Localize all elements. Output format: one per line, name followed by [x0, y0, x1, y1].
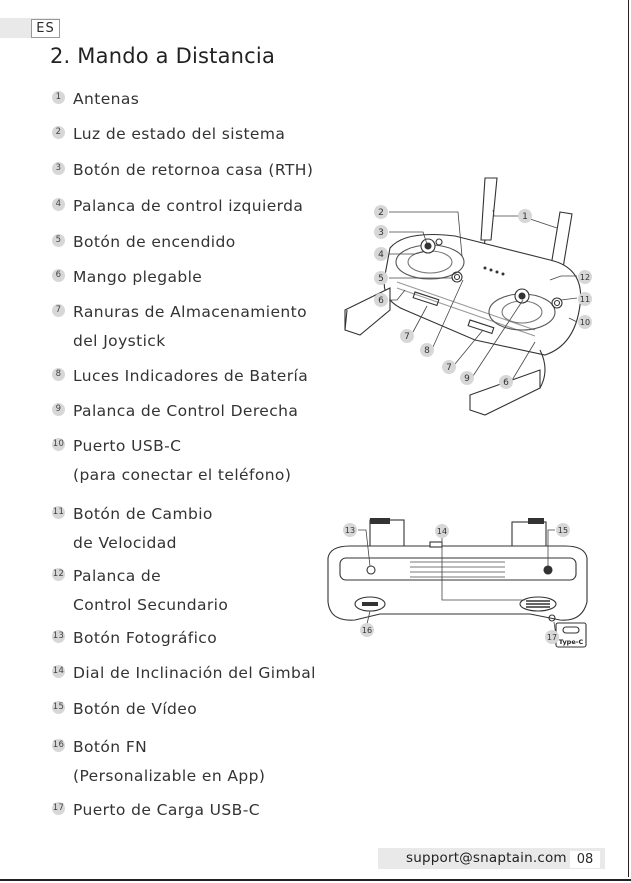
callout-number: 8 — [424, 346, 430, 356]
list-item — [52, 156, 313, 185]
list-item — [52, 796, 260, 825]
callout-number: 6 — [378, 296, 384, 306]
list-item — [52, 695, 197, 724]
callout-number: 6 — [503, 378, 509, 388]
list-item — [52, 263, 202, 292]
callout-number: 12 — [579, 273, 591, 282]
item-label: Palanca de Control Derecha — [73, 402, 299, 420]
usb-c-port-label: Type-C — [558, 638, 584, 646]
callout-number: 16 — [361, 626, 373, 635]
item-label: Mango plegable — [73, 268, 203, 286]
item-number-badge: 7 — [52, 304, 65, 317]
item-label: Puerto de Carga USB-C — [73, 801, 260, 819]
list-item — [52, 659, 316, 688]
item-number-badge: 1 — [52, 91, 65, 104]
item-number-badge: 3 — [52, 162, 65, 175]
page-frame-bottom — [0, 879, 631, 881]
list-item — [52, 733, 265, 791]
callout-number: 7 — [446, 363, 452, 373]
list-item — [52, 298, 307, 356]
item-label: Botón de Vídeo — [73, 700, 198, 718]
item-label-continuation: (para conectar el teléfono) — [73, 466, 292, 484]
list-item — [52, 362, 308, 391]
callout-number: 2 — [378, 208, 384, 218]
callout-number: 4 — [378, 250, 384, 260]
callout-number: 14 — [436, 527, 448, 536]
antenna-left — [481, 178, 497, 240]
item-label: Botón de Cambio — [73, 505, 213, 523]
list-item — [52, 500, 213, 558]
callout-number: 5 — [378, 274, 384, 284]
item-label: Antenas — [73, 90, 140, 108]
callout-number: 11 — [579, 295, 591, 304]
item-label: Dial de Inclinación del Gimbal — [73, 664, 316, 682]
item-number-badge: 4 — [52, 198, 65, 211]
item-number-badge: 10 — [52, 439, 65, 449]
item-number-badge: 15 — [52, 702, 65, 712]
item-label-continuation: Control Secundario — [73, 596, 229, 614]
callout-number: 1 — [522, 212, 528, 222]
item-label-continuation: del Joystick — [73, 332, 166, 350]
item-number-badge: 9 — [52, 403, 65, 416]
item-label-continuation: (Personalizable en App) — [73, 767, 266, 785]
language-tab: ES — [31, 19, 60, 38]
item-label: Palanca de — [73, 567, 162, 585]
item-label: Botón Fotográfico — [73, 629, 218, 647]
section-title: 2. Mando a Distancia — [50, 44, 276, 68]
support-email-link[interactable]: support@snaptain.com — [406, 850, 567, 866]
item-label: Botón FN — [73, 738, 148, 756]
remote-top-view-figure — [335, 170, 605, 440]
item-label: Luces Indicadores de Batería — [73, 367, 309, 385]
page-number: 08 — [570, 851, 600, 868]
list-item — [52, 228, 236, 257]
callout-number: 17 — [546, 633, 558, 642]
list-item — [52, 397, 298, 426]
item-label: Puerto USB-C — [73, 437, 182, 455]
remote-front-view-figure — [320, 510, 595, 655]
item-label: Botón de encendido — [73, 233, 236, 251]
callout-number: 10 — [579, 318, 591, 327]
page-frame-right — [628, 0, 629, 877]
list-item — [52, 120, 285, 149]
item-number-badge: 17 — [52, 803, 65, 813]
item-number-badge: 2 — [52, 126, 65, 139]
item-number-badge: 14 — [52, 666, 65, 676]
callout-number: 7 — [404, 332, 410, 342]
callout-number: 9 — [464, 374, 470, 384]
item-label: Botón de retornoa casa (RTH) — [73, 161, 314, 179]
list-item — [52, 624, 217, 653]
list-item — [52, 85, 139, 114]
list-item — [52, 192, 303, 221]
item-label: Palanca de control izquierda — [73, 197, 304, 215]
list-item — [52, 432, 291, 490]
item-number-badge: 16 — [52, 740, 65, 750]
callout-number: 3 — [378, 228, 384, 238]
item-number-badge: 11 — [52, 507, 65, 517]
item-number-badge: 5 — [52, 234, 65, 247]
item-number-badge: 6 — [52, 269, 65, 282]
item-label: Luz de estado del sistema — [73, 125, 286, 143]
callout-number: 15 — [557, 526, 569, 535]
item-number-badge: 8 — [52, 368, 65, 381]
list-item — [52, 562, 228, 620]
item-label: Ranuras de Almacenamiento — [73, 303, 307, 321]
item-number-badge: 13 — [52, 631, 65, 641]
item-number-badge: 12 — [52, 569, 65, 579]
item-label-continuation: de Velocidad — [73, 534, 177, 552]
callout-number: 13 — [344, 526, 356, 535]
